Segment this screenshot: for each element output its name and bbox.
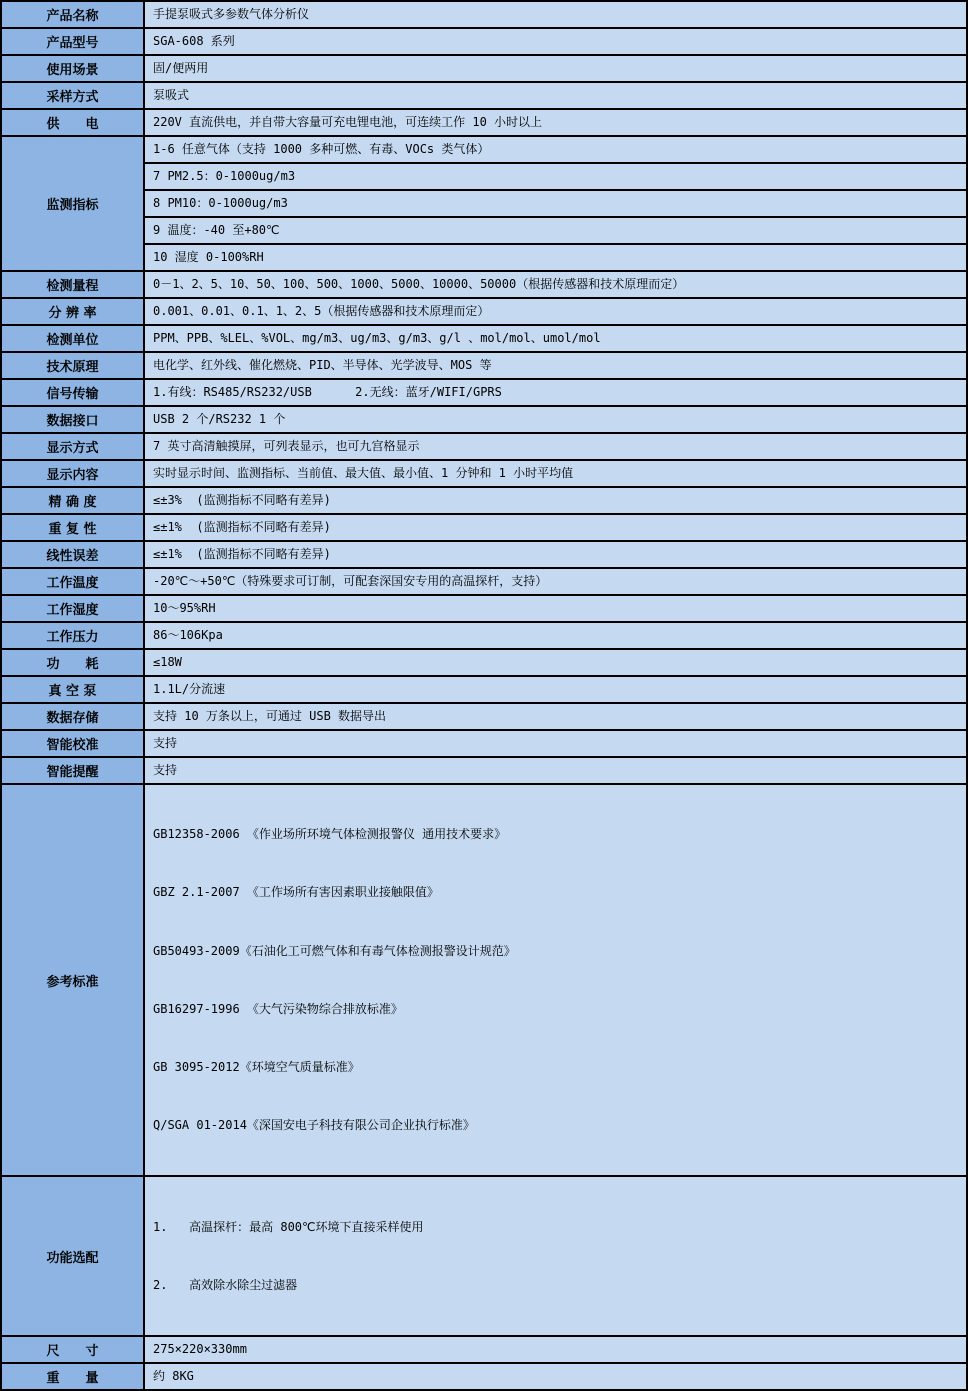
row-label: 真 空 泵: [1, 676, 144, 703]
row-value: 220V 直流供电，并自带大容量可充电锂电池，可连续工作 10 小时以上: [144, 109, 967, 136]
row-label: 工作压力: [1, 622, 144, 649]
table-row: [1, 1, 967, 28]
table-row: [1, 622, 967, 649]
table-row: [1, 568, 967, 595]
row-value-standards: [144, 784, 967, 1176]
row-label: 供 电: [1, 109, 144, 136]
row-label: 产品名称: [1, 1, 144, 28]
row-label: 产品型号: [1, 28, 144, 55]
table-row: [1, 1336, 967, 1363]
row-label: 分 辨 率: [1, 298, 144, 325]
row-label: 线性误差: [1, 541, 144, 568]
row-value: 约 8KG: [144, 1363, 967, 1390]
table-row: [1, 325, 967, 352]
row-label: 参考标准: [1, 784, 144, 1176]
row-value: 86～106Kpa: [144, 622, 967, 649]
row-value: ≤18W: [144, 649, 967, 676]
table-row-standards: [1, 784, 967, 1176]
row-label: 显示方式: [1, 433, 144, 460]
row-value: 实时显示时间、监测指标、当前值、最大值、最小值、1 分钟和 1 小时平均值: [144, 460, 967, 487]
row-value: 1.1L/分流速: [144, 676, 967, 703]
standard-line: Q/SGA 01-2014《深国安电子科技有限公司企业执行标准》: [153, 1118, 475, 1133]
row-label: 智能提醒: [1, 757, 144, 784]
row-value: -20℃～+50℃（特殊要求可订制，可配套深国安专用的高温探杆，支持）: [144, 568, 967, 595]
row-label: 数据存储: [1, 703, 144, 730]
row-value: 手提泵吸式多参数气体分析仪: [144, 1, 967, 28]
table-row: [1, 541, 967, 568]
table-row-monitoring: [1, 163, 967, 190]
row-value-subrow: 7 PM2.5：0-1000ug/m3: [144, 163, 967, 190]
row-label: 检测单位: [1, 325, 144, 352]
table-row: [1, 55, 967, 82]
row-value-subrow: 1-6 任意气体（支持 1000 多种可燃、有毒、VOCs 类气体）: [144, 136, 967, 163]
row-value: 支持: [144, 757, 967, 784]
table-row: [1, 352, 967, 379]
table-row: [1, 433, 967, 460]
row-value-subrow: 9 温度：-40 至+80℃: [144, 217, 967, 244]
row-value: 1.有线：RS485/RS232/USB 2.无线：蓝牙/WIFI/GPRS: [144, 379, 967, 406]
row-label: 工作湿度: [1, 595, 144, 622]
row-label: 采样方式: [1, 82, 144, 109]
row-label-merged: 监测指标: [1, 136, 144, 271]
row-value: SGA-608 系列: [144, 28, 967, 55]
standard-line: GB16297-1996 《大气污染物综合排放标准》: [153, 1001, 403, 1016]
table-row-monitoring: [1, 217, 967, 244]
table-row: [1, 82, 967, 109]
table-row-monitoring: [1, 190, 967, 217]
table-row: [1, 676, 967, 703]
row-value: 7 英寸高清触摸屏，可列表显示，也可九宫格显示: [144, 433, 967, 460]
table-row-monitoring: [1, 244, 967, 271]
row-label: 功能选配: [1, 1176, 144, 1336]
table-row: [1, 514, 967, 541]
table-row: [1, 1363, 967, 1390]
table-row: [1, 757, 967, 784]
row-label: 智能校准: [1, 730, 144, 757]
row-value: USB 2 个/RS232 1 个: [144, 406, 967, 433]
row-label: 重 复 性: [1, 514, 144, 541]
row-value: ≤±1% (监测指标不同略有差异): [144, 541, 967, 568]
row-label: 工作温度: [1, 568, 144, 595]
row-label: 功 耗: [1, 649, 144, 676]
row-value: 0.001、0.01、0.1、1、2、5（根据传感器和技术原理而定）: [144, 298, 967, 325]
table-row: [1, 298, 967, 325]
row-label: 重 量: [1, 1363, 144, 1390]
row-label: 数据接口: [1, 406, 144, 433]
table-row: [1, 28, 967, 55]
table-row: [1, 271, 967, 298]
row-value: 0－1、2、5、10、50、100、500、1000、5000、10000、50000（根据传感器和技术原理而定）: [144, 271, 967, 298]
table-row-monitoring: [1, 136, 967, 163]
standard-line: GB12358-2006 《作业场所环境气体检测报警仪 通用技术要求》: [153, 827, 507, 842]
row-value-options: [144, 1176, 967, 1336]
table-row: [1, 379, 967, 406]
table-row: [1, 109, 967, 136]
row-value-subrow: 10 湿度 0-100%RH: [144, 244, 967, 271]
table-row: [1, 649, 967, 676]
row-label: 信号传输: [1, 379, 144, 406]
row-value: ≤±3% (监测指标不同略有差异): [144, 487, 967, 514]
row-value: 支持 10 万条以上，可通过 USB 数据导出: [144, 703, 967, 730]
row-value: 泵吸式: [144, 82, 967, 109]
row-value: 支持: [144, 730, 967, 757]
row-value: 电化学、红外线、催化燃烧、PID、半导体、光学波导、MOS 等: [144, 352, 967, 379]
table-row: [1, 703, 967, 730]
standard-line: GB50493-2009《石油化工可燃气体和有毒气体检测报警设计规范》: [153, 943, 516, 958]
table-row-options: [1, 1176, 967, 1336]
table-row: [1, 730, 967, 757]
row-value: 10～95%RH: [144, 595, 967, 622]
row-value: 固/便两用: [144, 55, 967, 82]
row-label: 使用场景: [1, 55, 144, 82]
row-label: 显示内容: [1, 460, 144, 487]
row-label: 精 确 度: [1, 487, 144, 514]
standard-line: GBZ 2.1-2007 《工作场所有害因素职业接触限值》: [153, 885, 439, 900]
standard-line: GB 3095-2012《环境空气质量标准》: [153, 1059, 360, 1074]
option-line: 1. 高温探杆：最高 800℃环境下直接采样使用: [153, 1219, 424, 1234]
table-row: [1, 406, 967, 433]
table-row: [1, 460, 967, 487]
row-value: 275×220×330mm: [144, 1336, 967, 1363]
row-value: PPM、PPB、%LEL、%VOL、mg/m3、ug/m3、g/m3、g/l 、mol/mol、umol/mol: [144, 325, 967, 352]
row-label: 检测量程: [1, 271, 144, 298]
table-row: [1, 487, 967, 514]
option-line: 2. 高效除水除尘过滤器: [153, 1277, 298, 1292]
row-value: ≤±1% (监测指标不同略有差异): [144, 514, 967, 541]
row-value-subrow: 8 PM10：0-1000ug/m3: [144, 190, 967, 217]
table-row: [1, 595, 967, 622]
row-label: 技术原理: [1, 352, 144, 379]
row-label: 尺 寸: [1, 1336, 144, 1363]
